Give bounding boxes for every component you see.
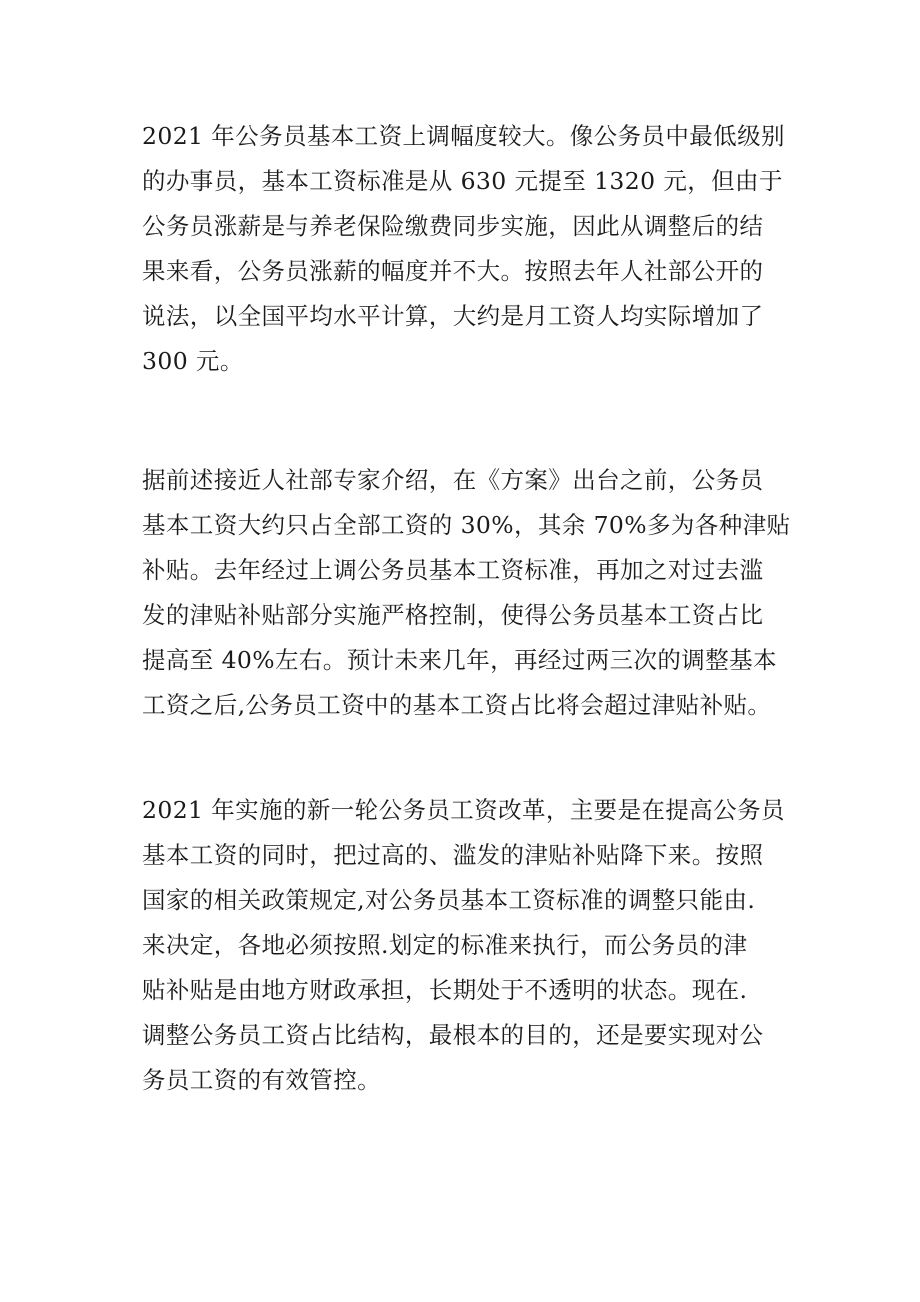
text-line: 的办事员，基本工资标准是从 630 元提至 1320 元，但由于 <box>142 167 783 195</box>
text-line: 来决定，各地必须按照.划定的标准来执行，而公务员的津 <box>142 931 748 959</box>
text-line: 贴补贴是由地方财政承担，长期处于不透明的状态。现在. <box>142 976 748 1004</box>
text-line: 提高至 40%左右。预计未来几年，再经过两三次的调整基本 <box>142 646 777 674</box>
text-line: 说法，以全国平均水平计算，大约是月工资人均实际增加了 <box>142 302 764 330</box>
text-line: 据前述接近人社部专家介绍，在《方案》出台之前，公务员 <box>142 466 764 494</box>
paragraph-3 <box>142 788 792 1103</box>
text-line: 300 元。 <box>142 347 244 375</box>
text-line: 2021 年实施的新一轮公务员工资改革，主要是在提高公务员 <box>142 796 785 824</box>
paragraph-1 <box>142 114 792 384</box>
text-line: 务员工资的有效管控。 <box>142 1066 381 1094</box>
text-line: 果来看，公务员涨薪的幅度并不大。按照去年人社部公开的 <box>142 257 764 285</box>
text-line: 2021 年公务员基本工资上调幅度较大。像公务员中最低级别 <box>142 122 785 150</box>
paragraph-2 <box>142 458 792 728</box>
text-line: 补贴。去年经过上调公务员基本工资标准，再加之对过去滥 <box>142 556 764 584</box>
text-line: 调整公务员工资占比结构，最根本的目的，还是要实现对公 <box>142 1021 764 1049</box>
text-line: 国家的相关政策规定,对公务员基本工资标准的调整只能由. <box>142 886 756 914</box>
text-line: 发的津贴补贴部分实施严格控制，使得公务员基本工资占比 <box>142 601 764 629</box>
text-line: 工资之后,公务员工资中的基本工资占比将会超过津贴补贴。 <box>142 691 772 719</box>
text-line: 基本工资的同时，把过高的、滥发的津贴补贴降下来。按照 <box>142 841 764 869</box>
text-line: 公务员涨薪是与养老保险缴费同步实施，因此从调整后的结 <box>142 212 764 240</box>
text-line: 基本工资大约只占全部工资的 30%，其余 70%多为各种津贴 <box>142 511 791 539</box>
